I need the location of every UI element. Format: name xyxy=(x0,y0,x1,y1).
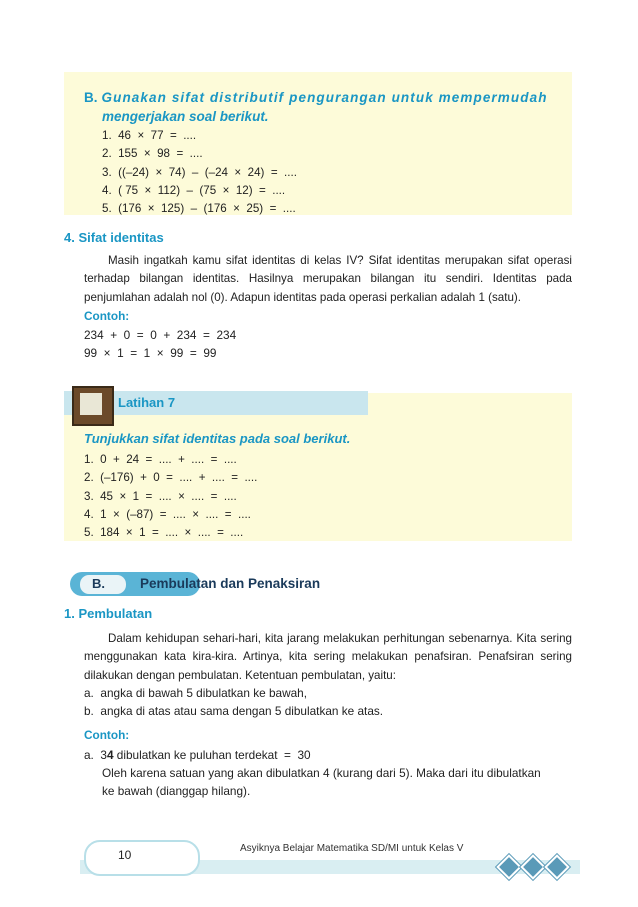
example-a-prefix: a. 3 xyxy=(84,748,107,762)
exercise-b-list xyxy=(102,127,297,218)
latihan-instruction: Tunjukkan sifat identitas pada soal berikut. xyxy=(84,431,351,446)
latihan-list xyxy=(84,451,257,542)
identitas-example-2: 99 × 1 = 1 × 99 = 99 xyxy=(84,346,217,360)
identitas-paragraph: Masih ingatkah kamu sifat identitas di kelas IV? Sifat identitas merupakan sifat operasi terhadap bilangan identitas. Hasilnya merupakan bilangan itu sendiri. Identitas pada penjumlahan adalah nol (0). Adapun identitas pada operasi perkalian adalah 1 (satu). xyxy=(84,254,572,304)
exercise-b-label: B. xyxy=(84,90,98,105)
section-title: Pembulatan dan Penaksiran xyxy=(140,576,321,591)
example-a xyxy=(84,748,311,762)
identitas-example-1: 234 + 0 = 0 + 234 = 234 xyxy=(84,328,237,342)
book-title: Asyiknya Belajar Matematika SD/MI untuk Kelas V xyxy=(240,843,464,854)
list-item: 2. 155 × 98 = .... xyxy=(102,147,203,161)
list-item: 2. (–176) + 0 = .... + .... = .... xyxy=(84,471,258,485)
exercise-b-title-line2: mengerjakan soal berikut. xyxy=(102,109,269,124)
pembulatan-heading: 1. Pembulatan xyxy=(64,606,153,621)
example-a-digit: 4 xyxy=(106,748,114,762)
list-item: 4. 1 × (–87) = .... × .... = .... xyxy=(84,507,251,521)
latihan-title: Latihan 7 xyxy=(118,395,176,410)
section-label: B. xyxy=(92,576,105,591)
diamond-icon xyxy=(496,854,521,879)
list-item: 4. ( 75 × 112) – (75 × 12) = .... xyxy=(102,183,286,197)
pembulatan-paragraph: Dalam kehidupan sehari-hari, kita jarang melakukan perhitungan sebenarnya. Kita sering menggunakan kata kira-kira. Artinya, kita sering melakukan penafsiran. Penafsiran sering dilakukan dengan pembulatan. Ketentuan pembulatan, yaitu: xyxy=(84,632,572,682)
identitas-heading: 4. Sifat identitas xyxy=(64,230,164,245)
rule-b: b. angka di atas atau sama dengan 5 dibulatkan ke atas. xyxy=(84,704,384,718)
page-number: 10 xyxy=(118,848,132,862)
list-item: 3. 45 × 1 = .... × .... = .... xyxy=(84,489,237,503)
rule-a: a. angka di bawah 5 dibulatkan ke bawah, xyxy=(84,686,307,700)
page-number-oval xyxy=(84,840,200,876)
diamond-icon xyxy=(520,854,545,879)
list-item: 1. 0 + 24 = .... + .... = .... xyxy=(84,453,237,466)
book-page-icon xyxy=(80,393,102,415)
list-item: 5. (176 × 125) – (176 × 25) = .... xyxy=(102,202,296,216)
exercise-b-title xyxy=(84,89,564,107)
list-item: 5. 184 × 1 = .... × .... = .... xyxy=(84,526,244,540)
pembulatan-contoh-label: Contoh: xyxy=(84,728,130,742)
diamond-icon xyxy=(544,854,569,879)
exercise-b-title-line1: Gunakan sifat distributif pengurangan untuk mempermudah xyxy=(101,90,548,105)
example-a-explanation-2: ke bawah (dianggap hilang). xyxy=(102,784,251,798)
example-a-rest: dibulatkan ke puluhan terdekat = 30 xyxy=(113,748,311,762)
list-item: 1. 46 × 77 = .... xyxy=(102,129,197,142)
example-a-explanation-1: Oleh karena satuan yang akan dibulatkan 4 (kurang dari 5). Maka dari itu dibulatkan xyxy=(102,766,541,780)
list-item: 3. ((–24) × 74) – (–24 × 24) = .... xyxy=(102,165,297,179)
identitas-contoh-label: Contoh: xyxy=(84,309,130,323)
